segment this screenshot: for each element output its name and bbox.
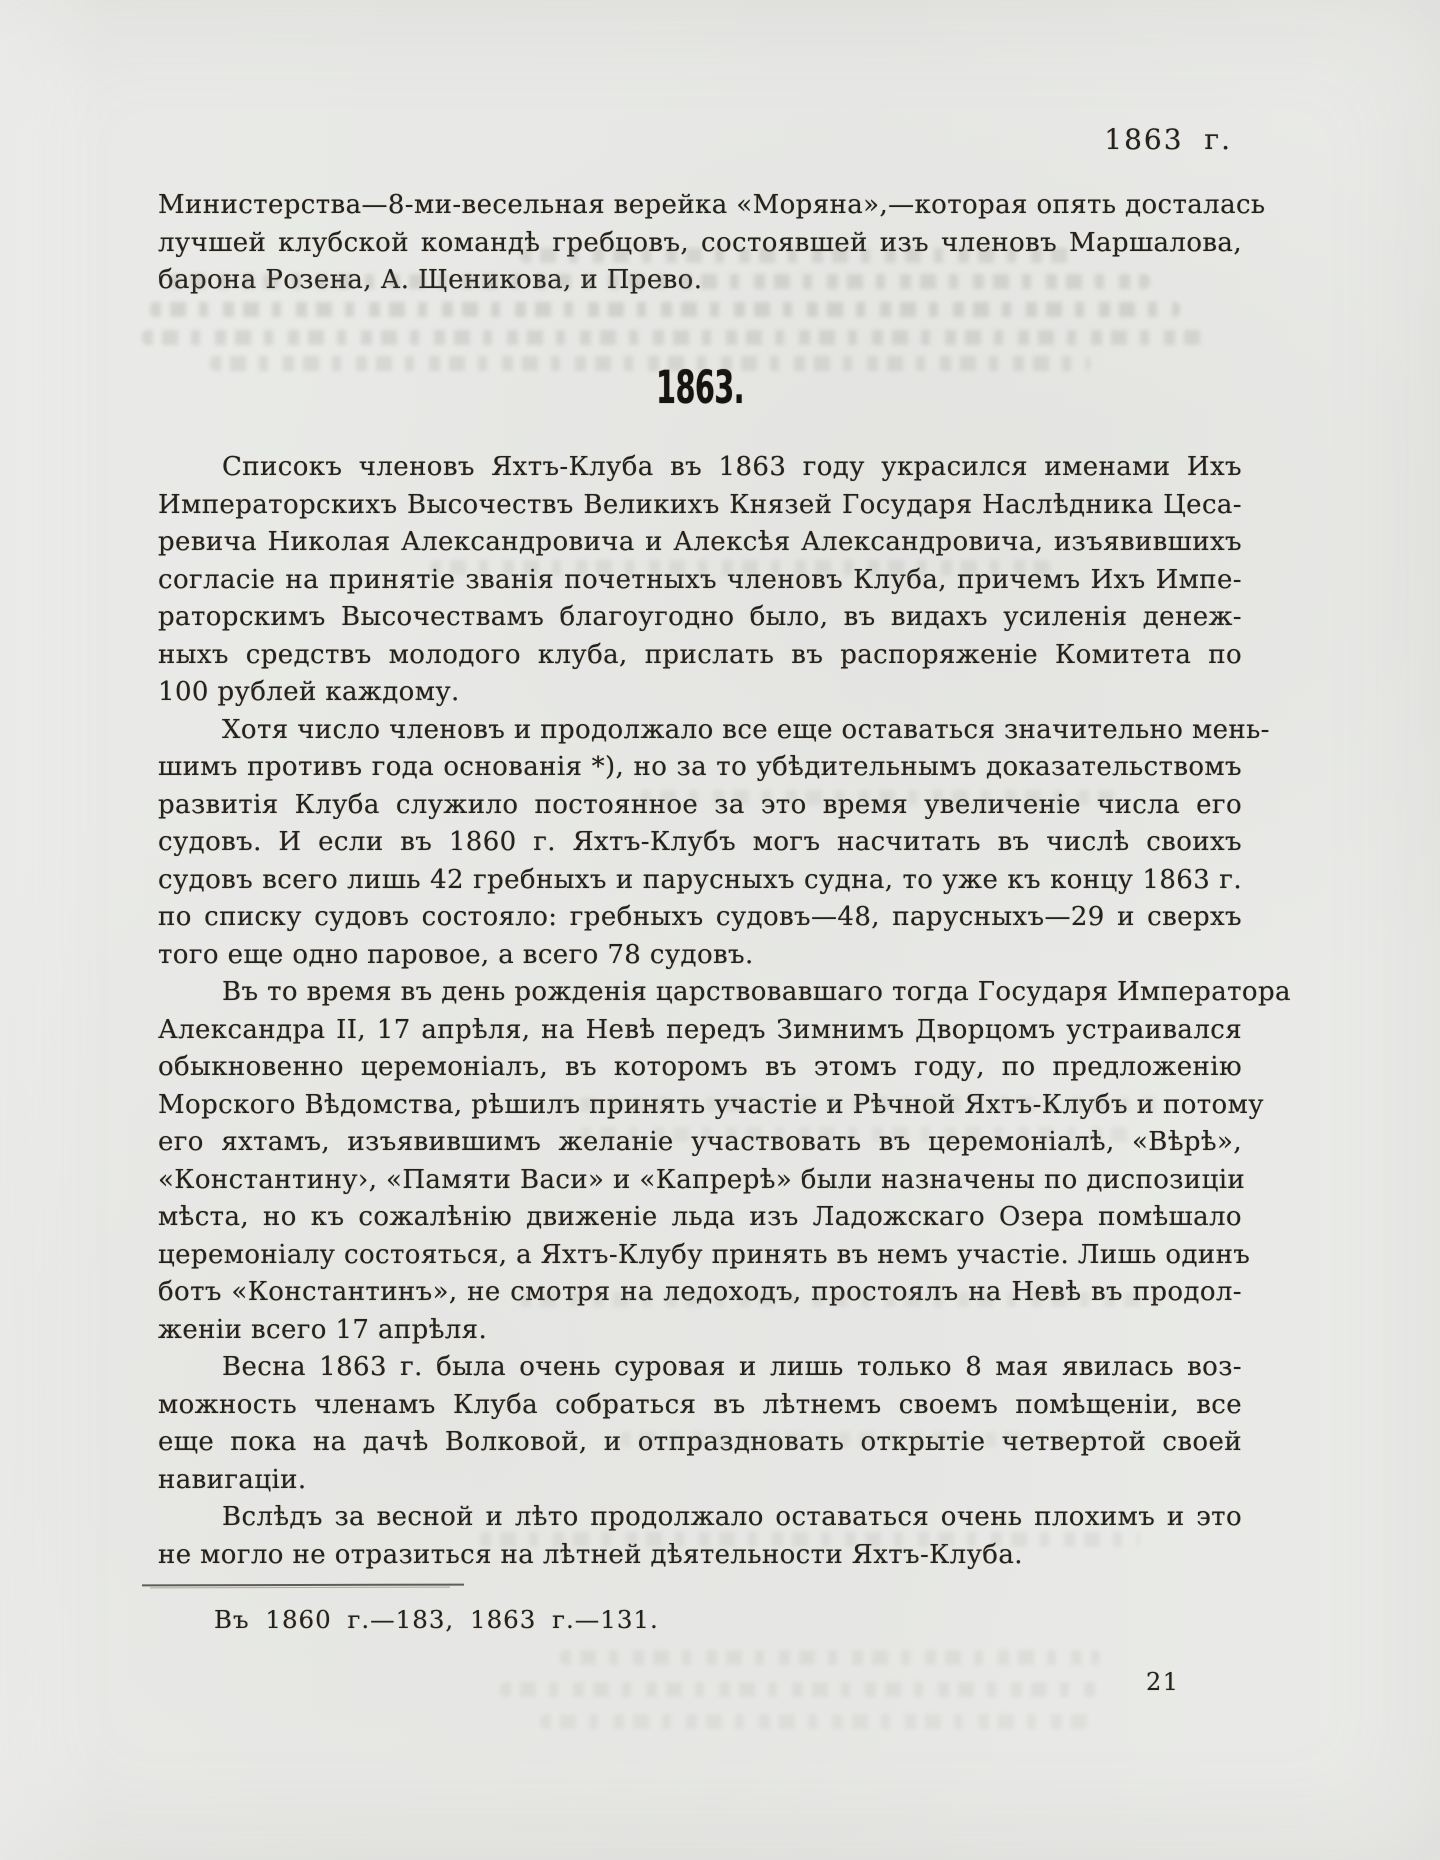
text-line: ревича Николая Александровича и Алексѣя Александровича, изъявившихъ: [158, 527, 1242, 557]
text-line: судовъ всего лишь 42 гребныхъ и парусныхъ судна, то уже къ концу 1863 г.: [158, 864, 1242, 895]
text-line: Въ то время въ день рожденія царствовавшаго тогда Государя Императора: [222, 977, 1291, 1007]
footnote-divider-rule: [142, 1584, 464, 1587]
text-line: Списокъ членовъ Яхтъ-Клуба въ 1863 году украсился именами Ихъ: [222, 452, 1242, 482]
text-line: еще пока на дачѣ Волковой, и отпраздновать открытіе четвертой своей: [158, 1427, 1242, 1457]
text-line: ботъ «Константинъ», не смотря на ледоходъ, простоялъ на Невѣ въ продол-: [158, 1277, 1242, 1307]
text-line: его яхтамъ, изъявившимъ желаніе участвовать въ церемоніалѣ, «Вѣрѣ»,: [158, 1127, 1242, 1157]
text-line: Хотя число членовъ и продолжало все еще оставаться значительно мень-: [222, 714, 1270, 745]
text-line: можность членамъ Клуба собраться въ лѣтнемъ своемъ помѣщеніи, все: [158, 1389, 1242, 1420]
footnote-text: Въ 1860 г.—183, 1863 г.—131.: [214, 1605, 659, 1634]
text-line: раторскимъ Высочествамъ благоугодно было, въ видахъ усиленія денеж-: [158, 602, 1242, 632]
text-line: церемоніалу состояться, а Яхтъ-Клубу принять въ немъ участіе. Лишь одинъ: [158, 1239, 1251, 1270]
text-line: 100 рублей каждому.: [158, 677, 460, 707]
bleed-through-artifact: [560, 1650, 1100, 1665]
text-line: барона Розена, А. Щеникова, и Прево.: [158, 265, 703, 295]
text-line: ныхъ средствъ молодого клуба, прислать въ распоряженіе Комитета по: [158, 639, 1242, 670]
text-line: «Константину›, «Памяти Васи» и «Капрерѣ» были назначены по диспозиціи: [158, 1164, 1246, 1195]
text-line: Весна 1863 г. была очень суровая и лишь только 8 мая явилась воз-: [222, 1352, 1242, 1382]
text-line: лучшей клубской командѣ гребцовъ, состоявшей изъ членовъ Маршалова,: [158, 227, 1242, 258]
body-text: [158, 449, 1291, 1574]
text-line: обыкновенно церемоніалъ, въ которомъ въ этомъ году, по предложенію: [158, 1052, 1242, 1082]
bleed-through-artifact: [142, 330, 1202, 345]
text-line: судовъ. И если въ 1860 г. Яхтъ-Клубъ могъ насчитать въ числѣ своихъ: [158, 827, 1242, 857]
section-heading: 1863.: [656, 361, 744, 414]
bleed-through-artifact: [150, 302, 1180, 317]
text-line: шимъ противъ года основанія *), но за то убѣдительнымъ доказательствомъ: [158, 752, 1242, 782]
page-number: 21: [1146, 1668, 1180, 1696]
bleed-through-artifact: [540, 1714, 1100, 1729]
running-head-year: 1863 г.: [1104, 123, 1232, 156]
text-line: Министерства—8-ми-весельная верейка «Моряна»,—которая опять досталась: [158, 190, 1266, 220]
text-line: по списку судовъ состояло: гребныхъ судовъ—48, парусныхъ—29 и сверхъ: [158, 902, 1242, 932]
text-line: Александра II, 17 апрѣля, на Невѣ передъ Зимнимъ Дворцомъ устраивался: [158, 1014, 1242, 1045]
text-line: мѣста, но къ сожалѣнію движеніе льда изъ Ладожскаго Озера помѣшало: [158, 1202, 1242, 1232]
text-line: навигаціи.: [158, 1464, 307, 1495]
bleed-through-artifact: [500, 1682, 1100, 1697]
text-line: развитія Клуба служило постоянное за это время увеличеніе числа его: [158, 789, 1242, 820]
text-line: не могло не отразиться на лѣтней дѣятельности Яхтъ-Клуба.: [158, 1539, 1023, 1570]
text-line: Морского Вѣдомства, рѣшилъ принять участіе и Рѣчной Яхтъ-Клубъ и потому: [158, 1089, 1264, 1120]
text-line: Императорскихъ Высочествъ Великихъ Князей Государя Наслѣдника Цеса-: [158, 489, 1242, 520]
text-line: того еще одно паровое, а всего 78 судовъ.: [158, 939, 754, 970]
text-line: согласіе на принятіе званія почетныхъ членовъ Клуба, причемъ Ихъ Импе-: [158, 564, 1242, 595]
text-line: женіи всего 17 апрѣля.: [158, 1314, 488, 1345]
paragraph-continuation: [158, 187, 1266, 300]
text-line: Вслѣдъ за весной и лѣто продолжало оставаться очень плохимъ и это: [222, 1502, 1242, 1532]
